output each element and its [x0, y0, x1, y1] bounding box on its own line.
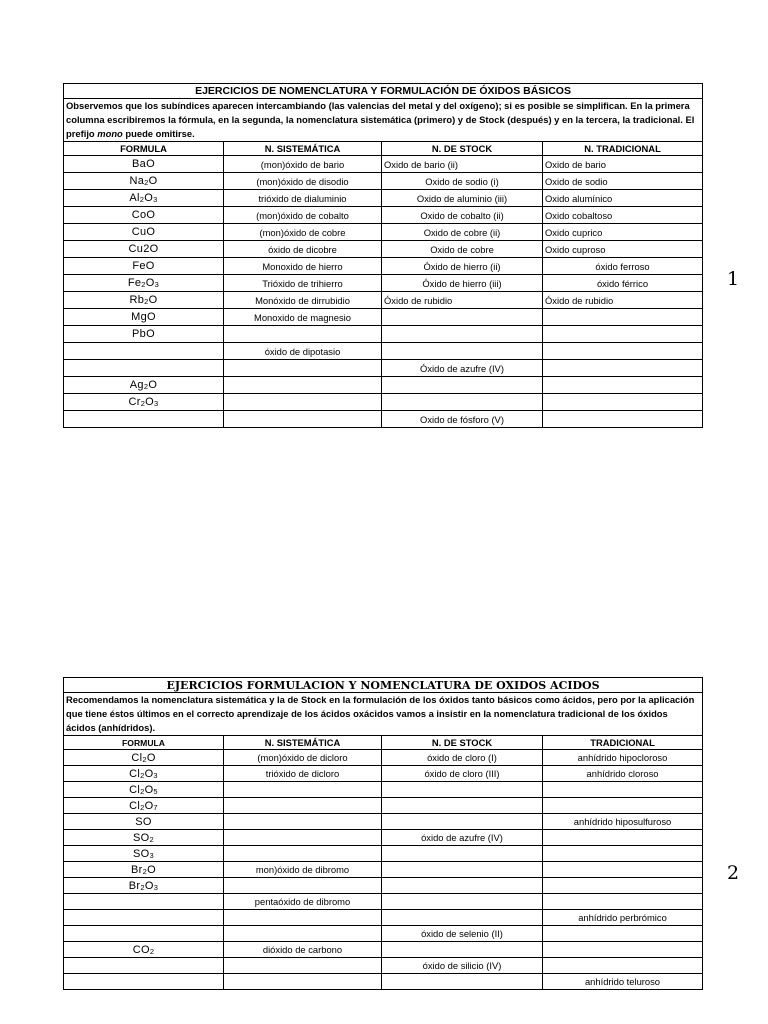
stock-cell: Oxido de cobalto (ii): [382, 207, 543, 224]
formula-cell: $Fe_2O_3$: [64, 275, 224, 292]
formula-cell: $Cl_2O_7$: [64, 798, 224, 814]
formula-cell: $SO_3$: [64, 846, 224, 862]
stock-cell: [382, 343, 543, 360]
header-stock: N. DE STOCK: [382, 736, 543, 750]
tradicional-cell: [543, 411, 703, 428]
formula-cell: [64, 958, 224, 974]
table-row: [64, 942, 703, 958]
sistematica-cell: [224, 411, 382, 428]
stock-cell: [382, 910, 543, 926]
tradicional-cell: Oxido de bario: [543, 156, 703, 173]
table-row: [64, 190, 703, 207]
sistematica-cell: Monoxido de hierro: [224, 258, 382, 275]
table-row: [64, 878, 703, 894]
stock-cell: [382, 782, 543, 798]
stock-cell: óxido de cloro (I): [382, 750, 543, 766]
tradicional-cell: [543, 394, 703, 411]
tradicional-cell: [543, 360, 703, 377]
stock-cell: [382, 326, 543, 343]
formula-cell: CuO: [64, 224, 224, 241]
stock-cell: [382, 309, 543, 326]
table-row: [64, 292, 703, 309]
tradicional-cell: [543, 958, 703, 974]
formula-cell: $Cr_2O_3$: [64, 394, 224, 411]
tradicional-cell: Óxido de rubidio: [543, 292, 703, 309]
sistematica-cell: trióxido de dicloro: [224, 766, 382, 782]
sistematica-cell: [224, 958, 382, 974]
tradicional-cell: [543, 798, 703, 814]
sistematica-cell: [224, 974, 382, 990]
tradicional-cell: anhídrido perbrómico: [543, 910, 703, 926]
table-row: [64, 156, 703, 173]
table-row: [64, 814, 703, 830]
formula-cell: [64, 411, 224, 428]
formula-cell: $Rb_2O$: [64, 292, 224, 309]
header-tradicional: N. TRADICIONAL: [543, 142, 703, 156]
tradicional-cell: Oxido de sodio: [543, 173, 703, 190]
stock-cell: [382, 878, 543, 894]
formula-cell: MgO: [64, 309, 224, 326]
tradicional-cell: Oxido cuprico: [543, 224, 703, 241]
tradicional-cell: óxido férrico: [543, 275, 703, 292]
stock-cell: [382, 394, 543, 411]
page-number-1: 1: [727, 268, 740, 290]
table-row: [64, 173, 703, 190]
sistematica-cell: pentaóxido de dibromo: [224, 894, 382, 910]
table-row: [64, 782, 703, 798]
tradicional-cell: óxido ferroso: [543, 258, 703, 275]
formula-cell: $Ag_2O$: [64, 377, 224, 394]
table1-intro: Observemos que los subíndices aparecen intercambiando (las valencias del metal y del oxígeno); si es posible se simplifican. En la primera columna escribiremos la fórmula, en la segunda, la nomenclatura sistemática (primero) y de Stock (después) y en la tercera, la tradicional. El prefijo mono puede omitirse.: [64, 99, 703, 142]
tradicional-cell: Oxido cobaltoso: [543, 207, 703, 224]
table-row: [64, 766, 703, 782]
table-row: [64, 862, 703, 878]
table-row: [64, 241, 703, 258]
stock-cell: Oxido de cobre: [382, 241, 543, 258]
table-row: [64, 830, 703, 846]
formula-cell: [64, 894, 224, 910]
sistematica-cell: trióxido de dialuminio: [224, 190, 382, 207]
table-row: [64, 309, 703, 326]
sistematica-cell: (mon)óxido de dicloro: [224, 750, 382, 766]
formula-cell: CoO: [64, 207, 224, 224]
formula-cell: [64, 360, 224, 377]
stock-cell: [382, 942, 543, 958]
sistematica-cell: (mon)óxido de cobre: [224, 224, 382, 241]
sistematica-cell: [224, 846, 382, 862]
formula-cell: [64, 974, 224, 990]
acid-oxides-table: [63, 677, 703, 990]
table-row: [64, 926, 703, 942]
sistematica-cell: [224, 910, 382, 926]
stock-cell: Óxido de rubidio: [382, 292, 543, 309]
tradicional-cell: [543, 878, 703, 894]
sistematica-cell: dióxido de carbono: [224, 942, 382, 958]
tradicional-cell: [543, 862, 703, 878]
formula-cell: Cu2O: [64, 241, 224, 258]
sistematica-cell: [224, 830, 382, 846]
table-row: [64, 846, 703, 862]
formula-cell: [64, 343, 224, 360]
sistematica-cell: [224, 326, 382, 343]
tradicional-cell: [543, 830, 703, 846]
table-row: [64, 326, 703, 343]
sistematica-cell: [224, 926, 382, 942]
stock-cell: Oxido de sodio (i): [382, 173, 543, 190]
table-row: [64, 411, 703, 428]
stock-cell: Oxido de bario (ii): [382, 156, 543, 173]
tradicional-cell: [543, 894, 703, 910]
sistematica-cell: (mon)óxido de disodio: [224, 173, 382, 190]
table2-title: EJERCICIOS FORMULACION Y NOMENCLATURA DE OXIDOS ACIDOS: [64, 678, 703, 693]
tradicional-cell: [543, 926, 703, 942]
tradicional-cell: [543, 782, 703, 798]
tradicional-cell: [543, 846, 703, 862]
formula-cell: $Na_2O$: [64, 173, 224, 190]
formula-cell: [64, 926, 224, 942]
sistematica-cell: Monoxido de magnesio: [224, 309, 382, 326]
sistematica-cell: [224, 782, 382, 798]
header-formula: FORMULA: [64, 736, 224, 750]
formula-cell: BaO: [64, 156, 224, 173]
stock-cell: [382, 974, 543, 990]
sistematica-cell: [224, 814, 382, 830]
sistematica-cell: (mon)óxido de cobalto: [224, 207, 382, 224]
sistematica-cell: mon)óxido de dibromo: [224, 862, 382, 878]
stock-cell: Óxido de hierro (ii): [382, 258, 543, 275]
stock-cell: Óxido de hierro (iii): [382, 275, 543, 292]
table-row: [64, 343, 703, 360]
formula-cell: $CO_2$: [64, 942, 224, 958]
stock-cell: Oxido de fósforo (V): [382, 411, 543, 428]
formula-cell: $Br_2O_3$: [64, 878, 224, 894]
table-row: [64, 377, 703, 394]
tradicional-cell: [543, 942, 703, 958]
formula-cell: SO: [64, 814, 224, 830]
header-sistematica: N. SISTEMÁTICA: [224, 142, 382, 156]
table2-header-row: [64, 736, 703, 750]
header-tradicional: TRADICIONAL: [543, 736, 703, 750]
table-row: [64, 958, 703, 974]
tradicional-cell: anhídrido hipocloroso: [543, 750, 703, 766]
table-row: [64, 798, 703, 814]
header-stock: N. DE STOCK: [382, 142, 543, 156]
tradicional-cell: anhídrido cloroso: [543, 766, 703, 782]
sistematica-cell: óxido de dipotasio: [224, 343, 382, 360]
sistematica-cell: [224, 878, 382, 894]
stock-cell: Óxido de azufre (IV): [382, 360, 543, 377]
tradicional-cell: [543, 326, 703, 343]
stock-cell: [382, 814, 543, 830]
formula-cell: $Cl_2O_3$: [64, 766, 224, 782]
basic-oxides-table: [63, 83, 703, 428]
stock-cell: [382, 846, 543, 862]
stock-cell: [382, 377, 543, 394]
tradicional-cell: anhídrido teluroso: [543, 974, 703, 990]
table1-header-row: [64, 142, 703, 156]
stock-cell: óxido de azufre (IV): [382, 830, 543, 846]
sistematica-cell: óxido de dicobre: [224, 241, 382, 258]
table-row: [64, 750, 703, 766]
table-row: [64, 275, 703, 292]
sistematica-cell: [224, 360, 382, 377]
stock-cell: óxido de cloro (III): [382, 766, 543, 782]
tradicional-cell: Oxido cuproso: [543, 241, 703, 258]
formula-cell: $Cl_2O_5$: [64, 782, 224, 798]
page-number-2: 2: [727, 862, 740, 884]
formula-cell: FeO: [64, 258, 224, 275]
table2-intro: Recomendamos la nomenclatura sistemática y la de Stock en la formulación de los óxidos tanto básicos como ácidos, pero por la aplicación que tiene éstos últimos en el correcto aprendizaje de los ácidos oxácidos vamos a insistir en la nomenclatura tradicional de los óxidos ácidos (anhídridos).: [64, 693, 703, 736]
header-formula: FORMULA: [64, 142, 224, 156]
formula-cell: PbO: [64, 326, 224, 343]
sistematica-cell: (mon)óxido de bario: [224, 156, 382, 173]
table-row: [64, 360, 703, 377]
formula-cell: $Br_2O$: [64, 862, 224, 878]
table-row: [64, 974, 703, 990]
sistematica-cell: [224, 394, 382, 411]
table-row: [64, 207, 703, 224]
formula-cell: $Cl_2O$: [64, 750, 224, 766]
stock-cell: [382, 798, 543, 814]
stock-cell: Oxido de aluminio (iii): [382, 190, 543, 207]
table-row: [64, 394, 703, 411]
tradicional-cell: anhídrido hiposulfuroso: [543, 814, 703, 830]
stock-cell: óxido de selenio (II): [382, 926, 543, 942]
table-row: [64, 910, 703, 926]
stock-cell: óxido de silicio (IV): [382, 958, 543, 974]
sistematica-cell: Trióxido de trihierro: [224, 275, 382, 292]
tradicional-cell: Oxido alumínico: [543, 190, 703, 207]
table1-title: EJERCICIOS DE NOMENCLATURA Y FORMULACIÓN DE ÓXIDOS BÁSICOS: [64, 84, 703, 99]
header-sistematica: N. SISTEMÁTICA: [224, 736, 382, 750]
stock-cell: [382, 894, 543, 910]
tradicional-cell: [543, 309, 703, 326]
formula-cell: [64, 910, 224, 926]
sistematica-cell: [224, 798, 382, 814]
sistematica-cell: Monóxido de dirrubidio: [224, 292, 382, 309]
tradicional-cell: [543, 377, 703, 394]
tradicional-cell: [543, 343, 703, 360]
table-row: [64, 224, 703, 241]
stock-cell: [382, 862, 543, 878]
table-row: [64, 258, 703, 275]
sistematica-cell: [224, 377, 382, 394]
table-row: [64, 894, 703, 910]
stock-cell: Oxido de cobre (ii): [382, 224, 543, 241]
formula-cell: $Al_2O_3$: [64, 190, 224, 207]
formula-cell: $SO_2$: [64, 830, 224, 846]
